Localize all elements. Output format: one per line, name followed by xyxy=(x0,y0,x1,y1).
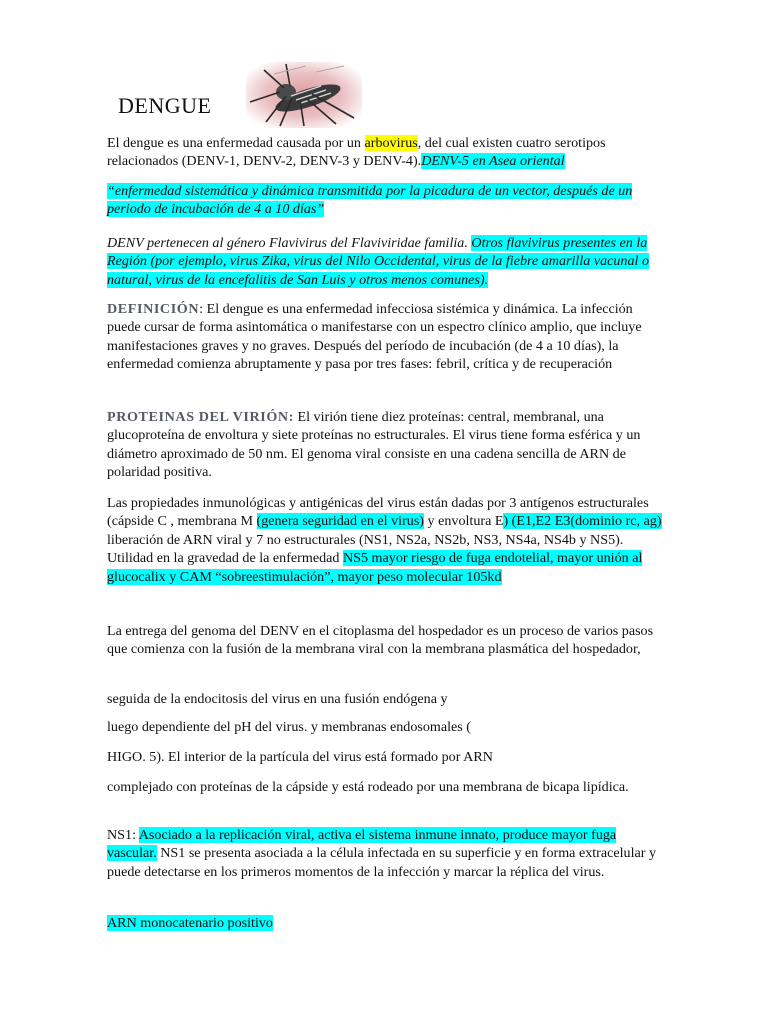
flavivirus-text: DENV pertenecen al género Flavivirus del Flaviviridae familia. xyxy=(107,235,472,251)
intro-text-continued: , del cual existen cuatro serotipos relacionados (DENV-1, DENV-2, DENV-3 y DENV-4). xyxy=(107,135,606,170)
endocytosis-paragraph: seguida de la endocitosis del virus en una fusión endógena y xyxy=(107,691,448,707)
flavivirus-paragraph xyxy=(107,234,667,289)
definition-heading: DEFINICIÓN xyxy=(107,301,200,317)
ns1-label: NS1: xyxy=(107,827,139,843)
ns5-highlight: NS5 mayor riesgo de fuga endotelial, mayor unión al glucocalix y CAM “sobreestimulación”, mayor peso molecular 105kd xyxy=(107,550,643,585)
membrane-highlight: (genera seguridad en el virus) xyxy=(256,513,425,530)
document-title: DENGUE xyxy=(118,93,212,118)
intro-paragraph xyxy=(107,134,667,171)
quote-highlight: “enfermedad sistemática y dinámica transmitida por la picadura de un vector, después de un periodo de incubación de 4 a 10 días” xyxy=(107,183,633,218)
envelope-text: y envoltura E xyxy=(424,513,504,530)
proteins-paragraph xyxy=(107,408,667,482)
ph-paragraph: luego dependiente del pH del virus. y membranas endosomales ( xyxy=(107,719,471,735)
capsid-paragraph: complejado con proteínas de la cápside y está rodeado por una membrana de bicapa lipídica. xyxy=(107,779,629,795)
mosquito-icon xyxy=(246,62,362,128)
flavivirus-highlight: Otros flavivirus presentes en la Región (por ejemplo, virus Zika, virus del Nilo Occidental, virus de la fiebre amarilla vacunal o natural, virus de la encefalitis de San Luis y otros menos comunes). xyxy=(107,235,650,288)
envelope-domains-highlight: ) (E1,E2 E3(dominio rc, ag) xyxy=(503,513,662,530)
antigens-text: Las propiedades inmunológicas y antigénicas del virus están dadas por 3 antígenos estructurales (cápside C , membrana M xyxy=(107,495,649,530)
definition-text: : El dengue es una enfermedad infecciosa sistémica y dinámica. La infección puede cursar de forma asintomática o manifestarse con un espectro clínico amplio, que incluye manifestaciones graves y no graves. Después del período de incubación (de 4 a 10 días), la enfermedad comienza abruptamente y pasa por tres fases: febril, crítica y de recuperación xyxy=(107,301,642,373)
rna-paragraph xyxy=(107,914,667,932)
proteins-text: El virión tiene diez proteínas: central, membranal, una glucoproteína de envoltura y siete proteínas no estructurales. El virus tiene forma esférica y un diámetro aproximado de 50 nm. El genoma viral consiste en una cadena sencilla de ARN de polaridad positiva. xyxy=(107,409,641,481)
ns1-highlight: Asociado a la replicación viral, activa el sistema inmune innato, produce mayor fuga vascular. xyxy=(107,827,617,862)
rna-highlight: ARN monocatenario positivo xyxy=(107,915,273,931)
figure-reference-paragraph: HIGO. 5). El interior de la partícula del virus está formado por ARN xyxy=(107,749,493,765)
intro-text: El dengue es una enfermedad causada por un xyxy=(107,135,365,151)
ns1-paragraph xyxy=(107,826,667,881)
nonstructural-text: liberación de ARN viral y 7 no estructurales (NS1, NS2a, NS2b, NS3, NS4a, NS4b y NS5). Utilidad en la gravedad de la enfermedad xyxy=(107,531,624,567)
definition-paragraph xyxy=(107,300,667,374)
arbovirus-highlight: arbovirus xyxy=(364,135,418,151)
ns1-text: NS1 se presenta asociada a la célula infectada en su superficie y en forma extracelular y puede detectarse en los primeros momentos de la infección y marcar la réplica del virus. xyxy=(107,845,657,880)
proteins-heading: PROTEINAS DEL VIRIÓN: xyxy=(107,409,294,425)
genome-delivery-paragraph: La entrega del genoma del DENV en el citoplasma del hospedador es un proceso de varios pasos que comienza con la fusión de la membrana viral con la membrana plasmática del hospedador, xyxy=(107,623,654,658)
denv5-highlight: DENV-5 en Asea oriental xyxy=(421,153,565,170)
quote-paragraph xyxy=(107,182,667,219)
antigens-paragraph xyxy=(107,494,667,586)
